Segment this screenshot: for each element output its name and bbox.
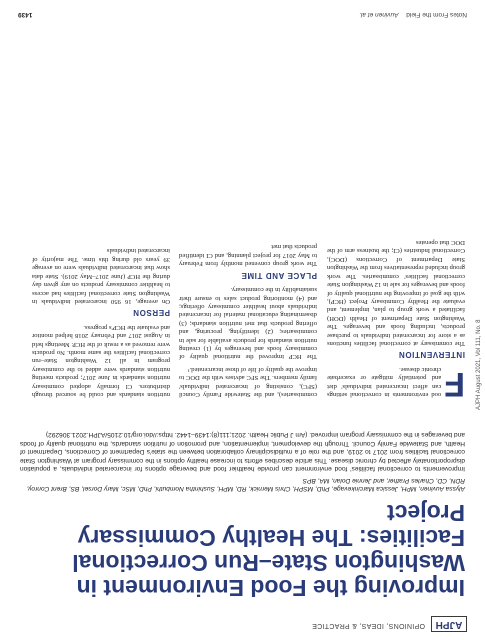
drop-cap: F — [444, 365, 465, 403]
body-paragraph: The HCP improved the nutritional quality of commissary foods and beverages by (1) creating nutrition standards for products available for sale in commissaries; (2) identifying, procuring, and offering products that met nutrition standards; (3) disseminating educational material for incarcerated individuals about healthier commissary offerings; and (4) monitoring product sales to ensure their sustainability in the commissary. — [179, 286, 317, 361]
section-heading-place-and-time: PLACE AND TIME — [240, 270, 317, 280]
footer-left — [359, 11, 467, 18]
footer-author: Auvinen et al. — [359, 11, 399, 18]
body-paragraph: On average, 16 950 incarcerated individuals in Washington State correctional facilities had access to healthier commissary products on any given day during the HCP (June 2017–May 2019). State data show that incarcerated individuals were on average 39 years old during this time. The majority of incarcerated individuals — [32, 247, 170, 305]
page-number: 1439 — [18, 11, 33, 18]
body-paragraph: nutrition standards and could be sourced through distributors. CI formally adopted commissary nutrition standards in June 2017; products meeting nutrition standards were added to the commissary program in all 12 Washington State–run correctional facilities the same month. No products were removed as a result of the HCP. Meetings held in August 2017 and February 2018 helped monitor and evaluate the HCP's progress. — [32, 323, 170, 398]
column-3 — [32, 242, 170, 398]
section-heading-intervention: INTERVENTION — [398, 350, 465, 360]
footer-right — [18, 11, 36, 18]
intro-paragraph — [327, 364, 465, 403]
page-header — [18, 616, 467, 632]
side-running-text: AJPH August 2021, Vol 111, No. 8 — [476, 319, 482, 410]
body-paragraph: The work group convened monthly from February to May 2017 for project planning, and CI identified products that met — [179, 243, 317, 268]
abstract: Improvements to correctional facilities' food environment can provide healthier food and beverage options for incarcerated individuals, a population disproportionately affected by chronic disease. This article describes efforts to increase healthy options in the commissary program at Washington State correctional facilities from 2017 to 2019, and the role of a multidisciplinary collaboration between the state's Department of Corrections, Department of Health, and Statewide Family Council. Through the development, implementation, and promotion of nutrition standards, the nutritional quality of foods and beverages in the commissary program improved. (Am J Public Health. 2021;111(8):1439–1442. https://doi.org/10.2105/AJPH.2021.306292) — [20, 431, 465, 472]
footer-section: Notes From the Field — [406, 11, 467, 18]
column-2 — [179, 238, 317, 398]
author-list: Alyssa Auvinen, MPH, Jessica Marcinkevage, PhD, MSPH, Chris Mernick, RD, MPH, Sushintha Nombuthi, PhD, MSc, Mary Dorsel, BS, Brent Conroy, RDN, CD, Charles Prather, and Jennie Dolan, MA, BPS — [26, 477, 465, 492]
section-label: OPINIONS, IDEAS, & PRACTICE — [311, 622, 425, 629]
section-heading-person: PERSON — [132, 308, 170, 318]
page-footer — [18, 6, 467, 18]
journal-logo: AJPH — [431, 616, 467, 632]
intro-text: ood environments in correctional settings can affect incarcerated individuals' diet and potentially mitigate or exacerbate chronic disease. — [327, 365, 442, 398]
body-paragraph: The commissary at correctional facilities functions as a store for incarcerated individuals to purchase products, including foods and beverages. The Washington State Department of Health (DOH) facilitated a work group to plan, implement, and evaluate the Healthy Commissary Project (HCP), with the goal of improving the nutritional quality of foods and beverages for sale in 12 Washington State correctional facilities' commissaries. The work group included representatives from the Washington State Department of Corrections (DOC), Correctional Industries (CI; the business arm of the DOC that operates — [327, 239, 465, 347]
column-1 — [327, 234, 465, 403]
body-paragraph: commissaries), and the Statewide Family Council (SFC), consisting of incarcerated individuals' family members. The SFC advises with the DOC to improve the quality of life of those incarcerated.¹ — [179, 365, 317, 398]
side-running-head — [473, 240, 483, 410]
article-title: Improving the Food Environment in Washington State–Run Correctional Facilities: The Healthy Commissary Project — [72, 500, 465, 601]
